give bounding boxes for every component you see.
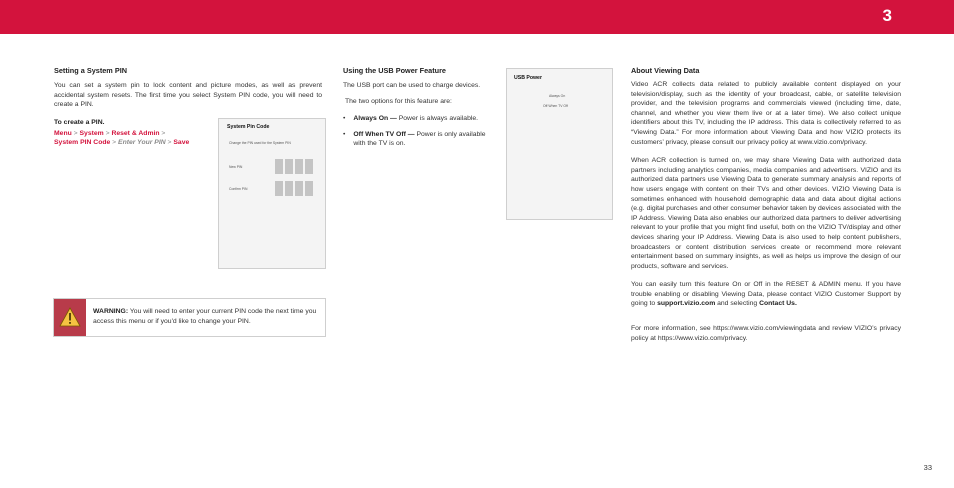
path-sep: > [71, 129, 80, 137]
bullet-desc: Power is only available with the TV is on. [353, 130, 486, 148]
pin-digit-box [275, 181, 283, 196]
bullet-bold: Off When TV Off — [353, 130, 415, 138]
viewing-data-p1: Video ACR collects data related to publicly available content displayed on your television/display, such as the identity of your broadcast, cable, or satellite television provider, and the television programs and commercials viewed (including time, date, channel, and whether you view them live or at a later time). We also collect unique identifiers about this TV, including the IP address. This data is collectively referred to as “Viewing Data.” For more information about Viewing Data and how VIZIO protects its customers’ privacy, please consult our privacy policy at www.vizio.com/privacy. [631, 81, 901, 146]
warning-triangle-icon [54, 299, 86, 336]
path-system: System [79, 129, 104, 137]
path-sep: > [110, 139, 119, 147]
path-sep: > [159, 129, 166, 137]
bullet-bold: Always On — [353, 115, 397, 123]
warning-callout [53, 298, 326, 337]
option-off-when-tv-off: Off When TV Off [543, 104, 568, 108]
pin-digit-box [275, 159, 283, 174]
screenshot-subtitle: Change the PIN used for the System PIN [229, 141, 291, 145]
pin-digit-box [285, 181, 293, 196]
pin-digit-box [305, 159, 313, 174]
page-number: 33 [923, 463, 932, 472]
path-sep: > [165, 139, 174, 147]
warning-body: You will need to enter your current PIN code the next time you access this menu or if you'd like to change your PIN. [93, 308, 317, 325]
viewing-data-section [631, 66, 901, 343]
path-sep: > [103, 129, 112, 137]
contact-us-link[interactable]: Contact Us. [759, 300, 797, 308]
path-enter-pin: Enter Your PIN [118, 139, 166, 147]
pin-digit-box [295, 181, 303, 196]
bullet-text [353, 130, 498, 149]
viewing-data-p3 [631, 280, 901, 309]
warning-label: WARNING: [93, 308, 129, 315]
section-heading-viewing-data: About Viewing Data [631, 66, 700, 75]
usb-power-section [343, 66, 498, 149]
system-pin-screenshot [218, 118, 326, 269]
chapter-number: 3 [882, 6, 892, 25]
section-heading-usb-power: Using the USB Power Feature [343, 66, 446, 75]
to-create-pin-label: To create a PIN. [54, 118, 105, 126]
pin-digit-box [295, 159, 303, 174]
viewing-data-p4: For more information, see https://www.vizio.com/viewingdata and review VIZIO’s privacy policy at https://www.vizio.com/privacy. [631, 325, 901, 342]
path-save: Save [173, 139, 190, 147]
pin-digit-box [305, 181, 313, 196]
pin-digit-box [285, 159, 293, 174]
header-bar [0, 0, 954, 34]
system-pin-intro: You can set a system pin to lock content and picture modes, as well as prevent accidental system resets. The first time you select System PIN code, you will need to create a PIN. [54, 82, 322, 109]
usb-p2: The two options for this feature are: [345, 97, 452, 105]
path-system-pin-code: System PIN Code [54, 139, 111, 147]
menu-path [54, 129, 214, 148]
support-link[interactable]: support.vizio.com [657, 300, 716, 308]
bullet-dot: • [343, 115, 346, 123]
bullet-always-on [343, 114, 498, 124]
screenshot-title: System Pin Code [227, 124, 270, 130]
warning-icon-panel [54, 299, 86, 336]
bullet-text [353, 114, 478, 124]
p3-text: You can easily turn this feature On or Off in the RESET & ADMIN menu. If you have trouble enabling or disabling Viewing Data, please contact VIZIO Customer Support by going to [631, 281, 901, 308]
p3-text: and selecting [715, 300, 760, 308]
bullet-off-when-tv-off [343, 130, 498, 149]
bullet-dot: • [343, 130, 346, 138]
usb-power-screenshot [506, 68, 613, 220]
option-always-on: Always On [549, 94, 566, 98]
bullet-desc: Power is always available. [396, 115, 479, 123]
section-heading-system-pin: Setting a System PIN [54, 66, 127, 75]
new-pin-label: New PIN [229, 165, 243, 169]
warning-text [93, 307, 319, 326]
viewing-data-p2: When ACR collection is turned on, we may share Viewing Data with authorized data partners including analytics companies, media companies and advertisers. VIZIO and its authorized data partners use Viewing Data to generate summary analysis and reports of how users engage with content on their TVs and other devices. VIZIO Viewing Data is sometimes enhanced with household demographic data and data about digital actions (e.g. digital purchases and other consumer behavior taken by devices associated with the IP Address. Viewing Data also enables our authorized data partners to deliver advertising relevant to your profile that you might find useful, both on the VIZIO TV/display and other devices sharing your IP Address. Viewing Data is also used to help content publishers, broadcasters or content distribution services create or recommend more relevant entertainment based on summary insights, as well as helps us improve the design of our products, software and services. [631, 157, 901, 270]
confirm-pin-label: Confirm PIN [229, 187, 248, 191]
usb-p1: The USB port can be used to charge devices. [343, 82, 481, 89]
path-reset-admin: Reset & Admin [111, 129, 160, 137]
screenshot-title: USB Power [514, 75, 542, 81]
path-menu: Menu [54, 129, 72, 137]
